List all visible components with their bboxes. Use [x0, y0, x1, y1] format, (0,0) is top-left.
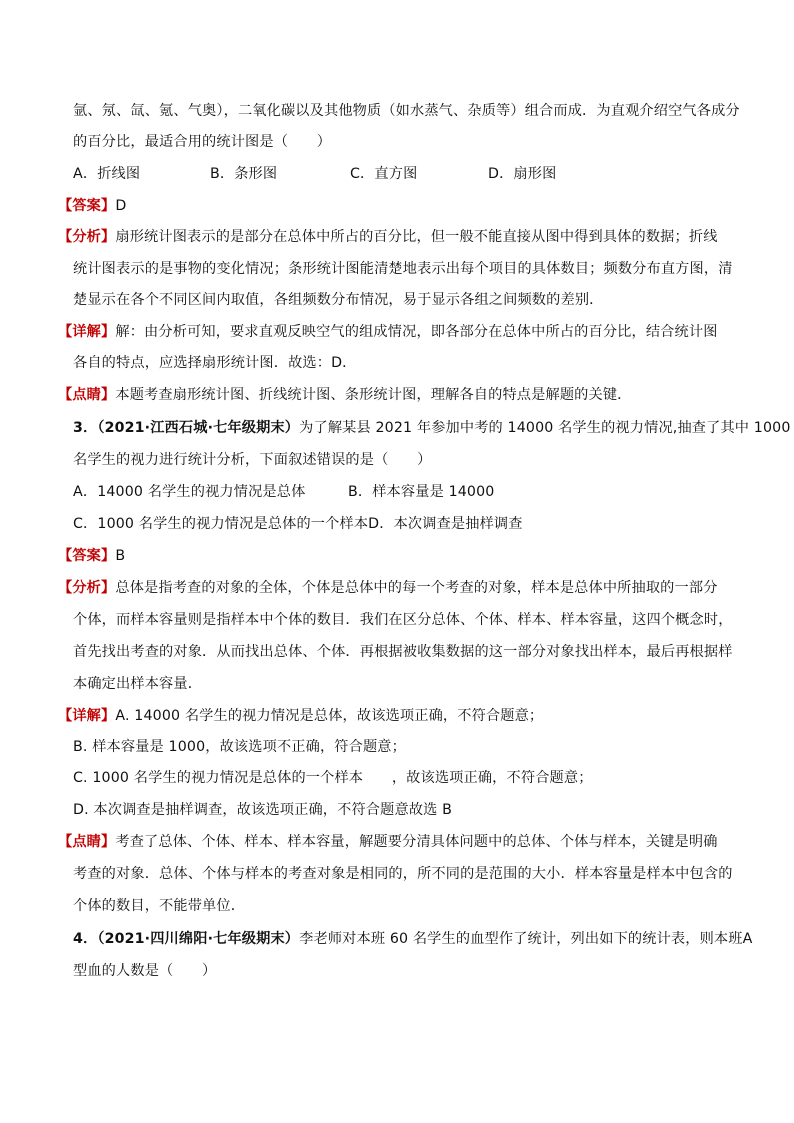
answer-tag: 【答案】 [58, 198, 116, 214]
q4-stem-line1 [73, 929, 752, 949]
q2-option-c: C．直方图 [350, 166, 418, 182]
q2-answer [58, 196, 126, 216]
analysis-text: 扇形统计图表示的是部分在总体中所占的百分比，但一般不能直接从图中得到具体的数据；折线 [115, 229, 718, 245]
q2-detail-line2: 各自的特点，应选择扇形统计图．故选：D． [73, 355, 357, 371]
q4-stem-text: 李老师对本班 60 名学生的血型作了统计，列出如下的统计表，则本班A [299, 931, 753, 947]
q2-option-a: A．折线图 [73, 166, 141, 182]
q2-stem-line2: 的百分比，最适合用的统计图是（ ） [73, 134, 332, 150]
q3-comment-line2: 考查的对象．总体、个体与样本的考查对象是相同的，所不同的是范围的大小．样本容量是样本中包含的 [73, 866, 733, 882]
comment-tag: 【点睛】 [58, 834, 116, 850]
analysis-tag: 【分析】 [58, 580, 116, 596]
q3-comment-line1 [58, 832, 718, 852]
q3-stem-line1 [73, 418, 791, 438]
q3-analysis-line1 [58, 578, 718, 598]
q2-detail-line1 [58, 322, 718, 342]
q3-comment-line3: 个体的数目，不能带单位． [73, 898, 246, 914]
q3-answer [58, 546, 125, 566]
q3-stem-line2: 名学生的视力进行统计分析，下面叙述错误的是（ ） [73, 452, 432, 468]
detail-text: A. 14000 名学生的视力情况是总体，故该选项正确，不符合题意； [115, 708, 544, 724]
comment-text: 本题考查扇形统计图、折线统计图、条形统计图，理解各自的特点是解题的关键． [115, 387, 632, 403]
q3-detail-line4: D. 本次调查是抽样调查，故该选项正确，不符合题意故选 B [73, 802, 453, 818]
analysis-text: 总体是指考查的对象的全体，个体是总体中的每一个考查的对象，样本是总体中所抽取的一部分 [115, 580, 718, 596]
detail-tag: 【详解】 [58, 708, 116, 724]
q2-option-d: D．扇形图 [488, 166, 557, 182]
detail-text: 解：由分析可知，要求直观反映空气的组成情况，即各部分在总体中所占的百分比，结合统计图 [115, 324, 718, 340]
detail-tag: 【详解】 [58, 324, 116, 340]
q3-analysis-line4: 本确定出样本容量． [73, 676, 203, 692]
q3-analysis-line2: 个体，而样本容量则是指样本中个体的数目．我们在区分总体、个体、样本、样本容量，这四个概念时， [73, 612, 733, 628]
q3-detail-line3: C. 1000 名学生的视力情况是总体的一个样本 ，故该选项正确，不符合题意； [73, 770, 593, 786]
answer-value: D [115, 198, 127, 214]
q3-option-a: A．14000 名学生的视力情况是总体 [73, 484, 306, 500]
q2-analysis-line1 [58, 227, 718, 247]
q3-analysis-line3: 首先找出考查的对象．从而找出总体、个体．再根据被收集数据的这一部分对象找出样本，最后再根据样 [73, 644, 733, 660]
q3-option-b: B．样本容量是 14000 [348, 484, 495, 500]
q2-stem-line1: 氩、氖、氙、氪、气奥），二氧化碳以及其他物质（如水蒸气、杂质等）组合而成．为直观介绍空气各成分 [73, 103, 740, 119]
q3-detail-line1 [58, 706, 543, 726]
q3-options-ab [73, 482, 494, 502]
q2-comment [58, 385, 632, 405]
q2-options [73, 164, 556, 184]
q4-source-label: 4．（2021·四川绵阳·七年级期末） [73, 931, 300, 947]
q2-analysis-line3: 楚显示在各个不同区间内取值，各组频数分布情况，易于显示各组之间频数的差别． [73, 292, 604, 308]
q3-detail-line2: B. 样本容量是 1000，故该选项不正确，符合题意； [73, 739, 406, 755]
answer-tag: 【答案】 [58, 548, 116, 564]
answer-value: B [115, 548, 126, 564]
q3-options-cd: C．1000 名学生的视力情况是总体的一个样本D．本次调查是抽样调查 [73, 516, 523, 532]
q3-stem-text: 为了解某县 2021 年参加中考的 14000 名学生的视力情况,抽查了其中 1000 [299, 420, 791, 436]
q3-source-label: 3．（2021·江西石城·七年级期末） [73, 420, 300, 436]
analysis-tag: 【分析】 [58, 229, 116, 245]
q2-analysis-line2: 统计图表示的是事物的变化情况；条形统计图能清楚地表示出每个项目的具体数目；频数分布直方图，清 [73, 261, 733, 277]
q2-option-b: B．条形图 [210, 166, 278, 182]
comment-text: 考查了总体、个体、样本、样本容量，解题要分清具体问题中的总体、个体与样本，关键是明确 [115, 834, 718, 850]
q4-stem-line2: 型血的人数是（ ） [73, 963, 217, 979]
comment-tag: 【点睛】 [58, 387, 116, 403]
